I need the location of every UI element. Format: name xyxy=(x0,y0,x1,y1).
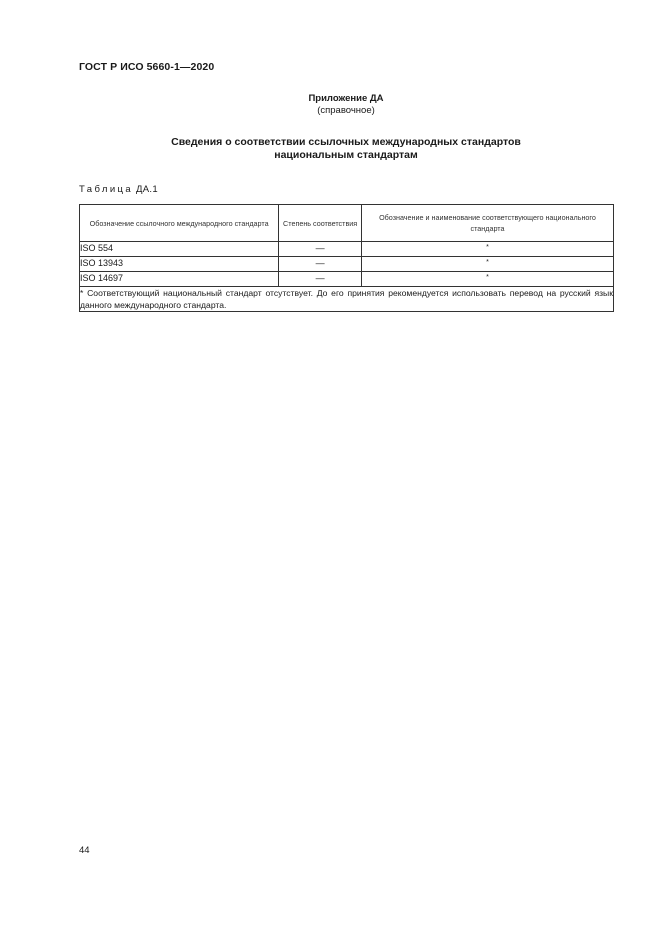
header-national-standard: Обозначение и наименование соответствующего национального стандарта xyxy=(362,205,614,242)
cell-compliance-degree: — xyxy=(279,257,362,272)
table-header-row xyxy=(80,205,614,242)
cell-reference-standard: ISO 14697 xyxy=(80,272,279,287)
table-row xyxy=(80,257,614,272)
table-row xyxy=(80,242,614,257)
header-reference-standard: Обозначение ссылочного международного стандарта xyxy=(80,205,279,242)
table-caption-word: Таблица xyxy=(79,184,134,195)
section-title-line-1: Сведения о соответствии ссылочных международных стандартов xyxy=(171,136,521,148)
standards-table xyxy=(79,204,614,312)
table-footnote: * Соответствующий национальный стандарт отсутствует. До его принятия рекомендуется использовать перевод на русский язык данного международного стандарта. xyxy=(80,288,613,310)
cell-national-standard: * xyxy=(362,242,614,257)
cell-compliance-degree: — xyxy=(279,272,362,287)
document-code: ГОСТ Р ИСО 5660-1—2020 xyxy=(79,61,215,73)
cell-reference-standard: ISO 554 xyxy=(80,242,279,257)
cell-national-standard: * xyxy=(362,272,614,287)
table-caption-number: ДА.1 xyxy=(136,184,158,195)
section-title-line-2: национальным стандартам xyxy=(274,149,418,161)
table-footnote-row xyxy=(80,287,614,312)
table-row xyxy=(80,272,614,287)
cell-compliance-degree: — xyxy=(279,242,362,257)
annex-title: Приложение ДА xyxy=(308,93,384,104)
table-caption xyxy=(79,184,158,195)
page-number: 44 xyxy=(79,845,90,856)
header-compliance-degree: Степень соответствия xyxy=(279,205,362,242)
cell-reference-standard: ISO 13943 xyxy=(80,257,279,272)
cell-national-standard: * xyxy=(362,257,614,272)
annex-subtitle: (справочное) xyxy=(317,105,375,116)
